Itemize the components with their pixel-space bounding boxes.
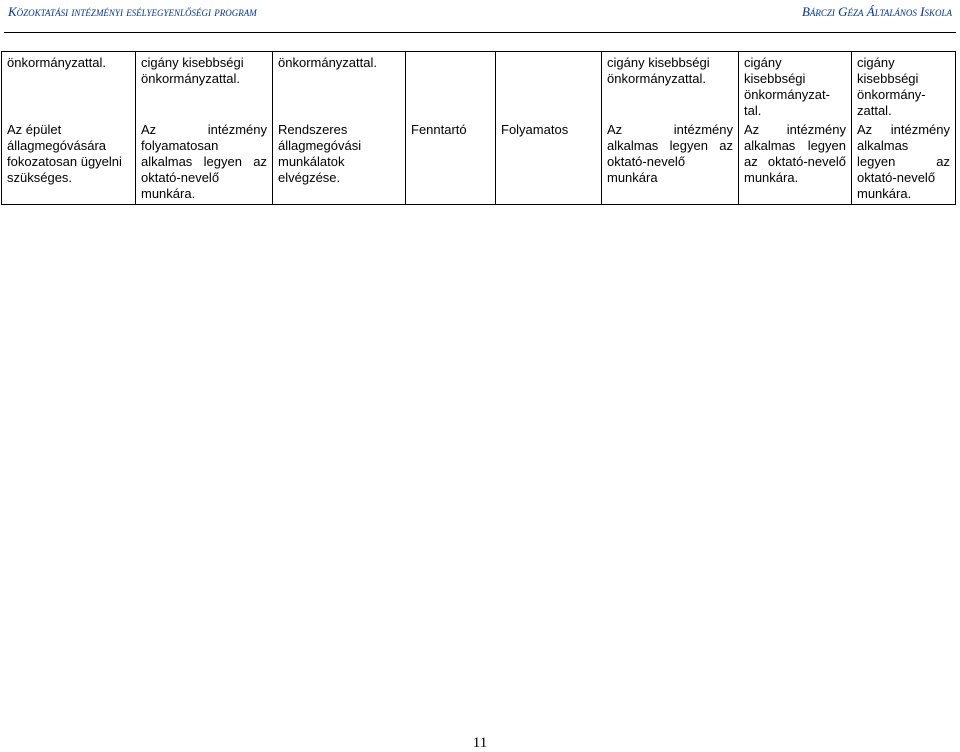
table-cell: cigány kisebbségi önkormányzattal. — [602, 52, 739, 120]
table-cell: Az épület állagmegóvására fokozatosan ügyelni szükséges. — [2, 119, 136, 205]
table-cell — [406, 52, 496, 120]
table-cell: Az intézmény alkalmas legyen az oktató-nevelő munkára. — [739, 119, 852, 205]
table-row — [2, 119, 956, 205]
table-cell: cigány kisebbségi önkormányzat-tal. — [739, 52, 852, 120]
header-program-title: Közoktatási intézményi esélyegyenlőségi program — [8, 4, 257, 19]
table-cell: cigány kisebbségi önkormányzattal. — [136, 52, 273, 120]
table-cell: Rendszeres állagmegóvási munkálatok elvégzése. — [273, 119, 406, 205]
table-cell — [496, 52, 602, 120]
table-cell: Az intézmény alkalmas legyen az oktató-nevelő munkára — [602, 119, 739, 205]
table-cell: önkormányzattal. — [2, 52, 136, 120]
table-cell: Az intézmény alkalmas legyen az oktató-nevelő munkára. — [852, 119, 956, 205]
table-row — [2, 52, 956, 120]
measures-table — [1, 51, 956, 205]
table-cell: Folyamatos — [496, 119, 602, 205]
page-header — [4, 0, 956, 33]
table-cell: cigány kisebbségi önkormány-zattal. — [852, 52, 956, 120]
header-school-name: Bárczi Géza Általános Iskola — [801, 4, 952, 19]
page-number: 11 — [472, 735, 488, 751]
table-cell: Az intézmény folyamatosan alkalmas legyen az oktató-nevelő munkára. — [136, 119, 273, 205]
table-cell: Fenntartó — [406, 119, 496, 205]
table-cell: önkormányzattal. — [273, 52, 406, 120]
